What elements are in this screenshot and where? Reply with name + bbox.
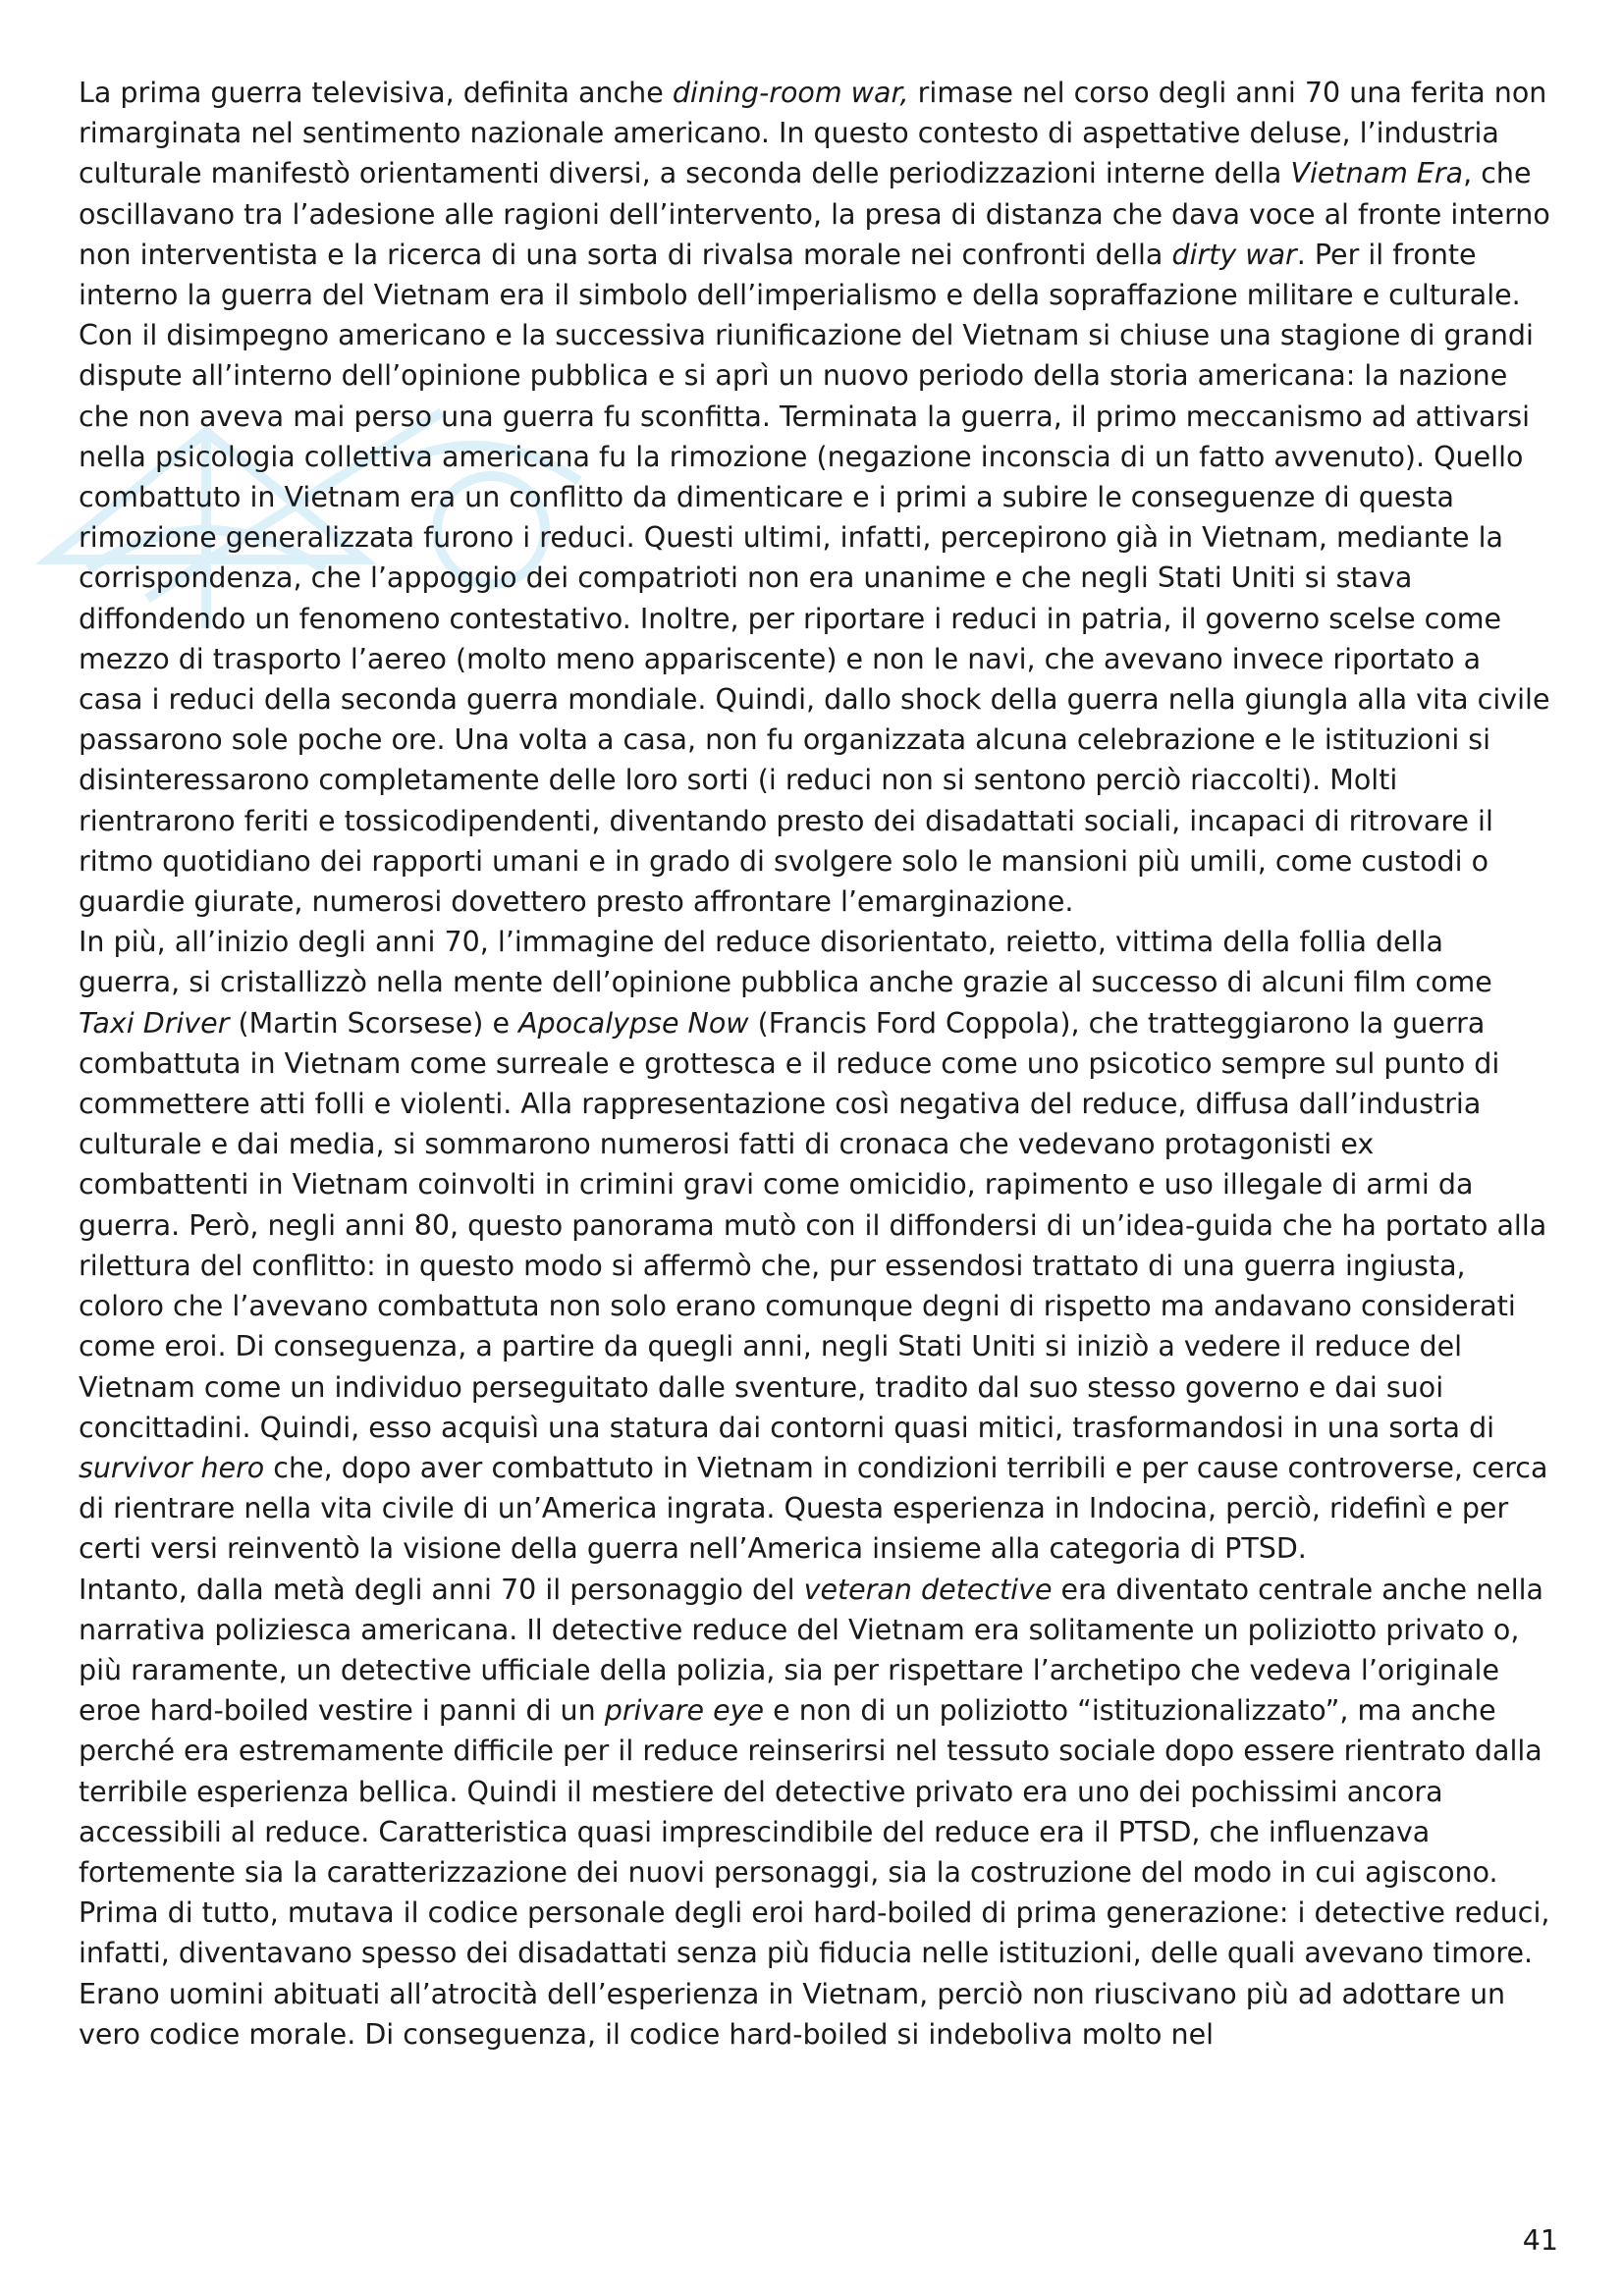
text-run: . Per il fronte interno la guerra del Vietnam era il simbolo dell’imperialismo e della sopraffazione militare e culturale. (79, 238, 1521, 312)
text-run: (Martin Scorsese) e (229, 1006, 519, 1040)
paragraph (79, 315, 1551, 922)
text-run: Con il disimpegno americano e la successiva riunificazione del Vietnam si chiuse una stagione di grandi dispute all’interno dell’opinione pubblica e si aprì un nuovo periodo della storia americana: la nazione che non aveva mai perso una guerra fu sconfitta. Terminata la guerra, il primo meccanismo ad attivarsi nella psicologia collettiva americana fu la rimozione (negazione inconscia di un fatto avvenuto). Quello combattuto in Vietnam era un conflitto da dimenticare e i primi a subire le conseguenze di questa rimozione generalizzata furono i reduci. Questi ultimi, infatti, percepirono già in Vietnam, mediante la corrispondenza, che l’appoggio dei compatrioti non era unanime e che negli Stati Uniti si stava diffondendo un fenomeno contestativo. Inoltre, per riportare i reduci in patria, il governo scelse come mezzo di trasporto l’aereo (molto meno appariscente) e non le navi, che avevano invece riportato a casa i reduci della seconda guerra mondiale. Quindi, dallo shock della guerra nella giungla alla vita civile passarono sole poche ore. Una volta a casa, non fu organizzata alcuna celebrazione e le istituzioni si disinteressarono completamente delle loro sorti (i reduci non si sentono perciò riaccolti). Molti rientrarono feriti e tossicodipendenti, diventando presto dei disadattati sociali, incapaci di ritrovare il ritmo quotidiano dei rapporti umani e in grado di svolgere solo le mansioni più umili, come custodi o guardie giurate, numerosi dovettero presto affrontare l’emarginazione. (79, 319, 1550, 919)
italic-text: dining-room war, (672, 77, 909, 109)
text-run: che, dopo aver combattuto in Vietnam in condizioni terribili e per cause controverse, cerca di rientrare nella vita civile di un’America ingrata. Questa esperienza in Indocina, perciò, ridefinì e per certi versi reinventò la visione della guerra nell’America insieme alla categoria di PTSD. (79, 1451, 1548, 1566)
italic-text: Taxi Driver (79, 1006, 230, 1040)
paragraph (79, 1570, 1551, 2055)
text-run: rimase nel corso degli anni 70 una ferita non rimarginata nel sentimento nazionale americano. In questo contesto di aspettative deluse, l’industria culturale manifestò orientamenti diversi, a seconda delle periodizzazioni interne della (79, 77, 1547, 190)
italic-text: Apocalypse Now (518, 1006, 749, 1040)
paragraph (79, 73, 1551, 315)
text-run: era diventato centrale anche nella narrativa poliziesca americana. Il detective reduce del Vietnam era solitamente un poliziotto privato o, più raramente, un detective ufficiale della polizia, sia per rispettare l’archetipo che vedeva l’originale eroe hard-boiled vestire i panni di un (79, 1573, 1544, 1728)
text-run: , che oscillavano tra l’adesione alle ragioni dell’intervento, la presa di distanza che dava voce al fronte interno non interventista e la ricerca di una sorta di rivalsa morale nei confronti della (79, 157, 1550, 271)
italic-text: veteran detective (803, 1573, 1053, 1606)
text-run: (Francis Ford Coppola), che tratteggiarono la guerra combattuta in Vietnam come surreale e grottesca e il reduce come uno psicotico sempre sul punto di commettere atti folli e violenti. Alla rappresentazione così negativa del reduce, diffusa dall’industria culturale e dai media, si sommarono numerosi fatti di cronaca che vedevano protagonisti ex combattenti in Vietnam coinvolti in crimini gravi come omicidio, rapimento e uso illegale di armi da guerra. Però, negli anni 80, questo panorama mutò con il diffondersi di un’idea-guida che ha portato alla rilettura del conflitto: in questo modo si affermò che, pur essendosi trattato di una guerra ingiusta, coloro che l’avevano combattuta non solo erano comunque degni di rispetto ma andavano considerati come eroi. Di conseguenza, a partire da quegli anni, negli Stati Uniti si iniziò a vedere il reduce del Vietnam come un individuo perseguitato dalle sventure, tradito dal suo stesso governo e dai suoi concittadini. Quindi, esso acquisì una statura dai contorni quasi mitici, trasformandosi in una sorta di (79, 1006, 1547, 1444)
text-run: e non di un poliziotto “istituzionalizzato”, ma anche perché era estremamente difficile per il reduce reinserirsi nel tessuto sociale dopo essere rientrato dalla terribile esperienza bellica. Quindi il mestiere del detective privato era uno dei pochissimi ancora accessibili al reduce. Caratteristica quasi imprescindibile del reduce era il PTSD, che influenzava fortemente sia la caratterizzazione dei nuovi personaggi, sia la costruzione del modo in cui agiscono. Prima di tutto, mutava il codice personale degli eroi hard-boiled di prima generazione: i detective reduci, infatti, diventavano spesso dei disadattati senza più fiducia nelle istituzioni, delle quali avevano timore. Erano uomini abituati all’atrocità dell’esperienza in Vietnam, perciò non riuscivano più ad adottare un vero codice morale. Di conseguenza, il codice hard-boiled si indeboliva molto nel (79, 1694, 1550, 2051)
italic-text: Vietnam Era (1290, 157, 1464, 190)
italic-text: dirty war (1171, 238, 1297, 271)
body-text (79, 73, 1551, 2055)
page-number: 41 (1522, 2224, 1558, 2257)
text-run: La prima guerra televisiva, definita anche (79, 77, 673, 109)
italic-text: survivor hero (79, 1451, 265, 1484)
paragraph (79, 922, 1551, 1569)
text-run: Intanto, dalla metà degli anni 70 il personaggio del (79, 1573, 804, 1606)
italic-text: privare eye (604, 1694, 765, 1728)
text-run: In più, all’inizio degli anni 70, l’immagine del reduce disorientato, reietto, vittima della follia della guerra, si cristallizzò nella mente dell’opinione pubblica anche grazie al successo di alcuni film come (79, 926, 1492, 999)
